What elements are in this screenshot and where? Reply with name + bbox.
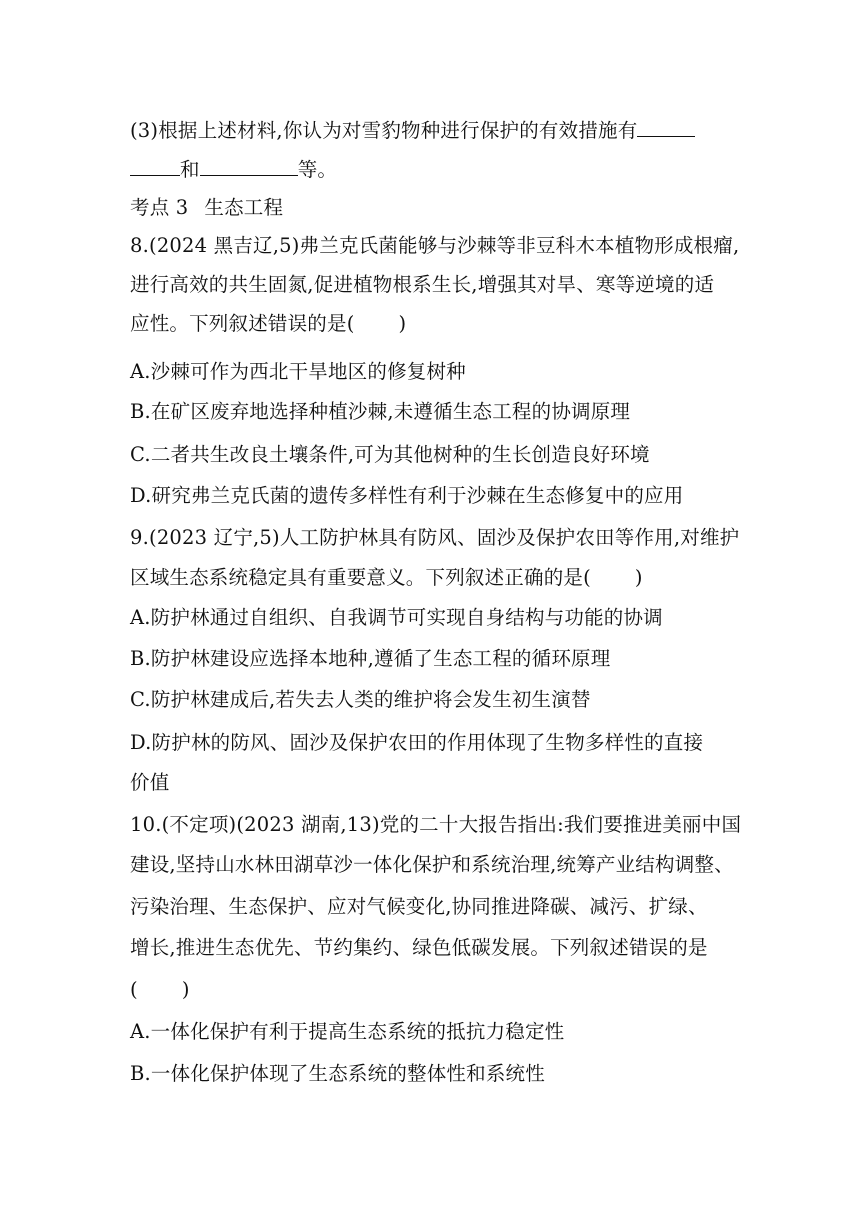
answer-blank-1-continued — [130, 157, 180, 176]
question-9-option-d-line-2: 价值 — [130, 771, 170, 794]
question-9-option-a: A.防护林通过自组织、自我调节可实现自身结构与功能的协调 — [130, 606, 663, 629]
question-9-option-d-line-1: D.防护林的防风、固沙及保护农田的作用体现了生物多样性的直接 — [130, 731, 704, 754]
question-8-option-d: D.研究弗兰克氏菌的遗传多样性有利于沙棘在生态修复中的应用 — [130, 484, 684, 507]
question-10-line-3: 污染治理、生态保护、应对气候变化,协同推进降碳、减污、扩绿、 — [130, 895, 708, 918]
question-8-close-paren: ) — [398, 312, 407, 335]
question-10-close-paren: ) — [181, 978, 190, 1001]
question-8-line-1: 8.(2024 黑吉辽,5)弗兰克氏菌能够与沙棘等非豆科木本植物形成根瘤, — [130, 234, 740, 257]
section-label: 考点 3 — [130, 196, 189, 219]
question-8-line-2: 进行高效的共生固氮,促进植物根系生长,增强其对旱、寒等逆境的适 — [130, 273, 715, 296]
question-8-option-c: C.二者共生改良土壤条件,可为其他树种的生长创造良好环境 — [130, 443, 650, 466]
question-8-stem-end: 应性。下列叙述错误的是( — [130, 312, 355, 335]
question-10-line-1: 10.(不定项)(2023 湖南,13)党的二十大报告指出:我们要推进美丽中国 — [130, 813, 742, 836]
question-10-option-b: B.一体化保护体现了生态系统的整体性和系统性 — [130, 1062, 545, 1085]
question-9-option-c: C.防护林建成后,若失去人类的维护将会发生初生演替 — [130, 688, 591, 711]
question-10-line-5 — [130, 978, 190, 1002]
question-3-text: (3)根据上述材料,你认为对雪豹物种进行保护的有效措施有 — [130, 119, 638, 142]
question-8-option-b: B.在矿区废弃地选择种植沙棘,未遵循生态工程的协调原理 — [130, 400, 631, 423]
question-9-line-2 — [130, 566, 643, 590]
and-text: 和 — [180, 158, 200, 181]
question-10-line-2: 建设,坚持山水林田湖草沙一体化保护和系统治理,统筹产业结构调整、 — [130, 853, 734, 876]
answer-blank-2 — [200, 157, 298, 176]
question-10-open-paren: ( — [130, 978, 138, 1001]
answer-blank-1 — [637, 118, 695, 137]
question-9-stem-end: 区域生态系统稳定具有重要意义。下列叙述正确的是( — [130, 566, 591, 589]
section-heading — [130, 196, 283, 220]
question-9-line-1: 9.(2023 辽宁,5)人工防护林具有防风、固沙及保护农田等作用,对维护 — [130, 526, 740, 549]
section-title: 生态工程 — [204, 196, 284, 219]
question-8-line-3 — [130, 312, 406, 336]
question-9-close-paren: ) — [634, 566, 643, 589]
question-10-option-a: A.一体化保护有利于提高生态系统的抵抗力稳定性 — [130, 1020, 565, 1043]
question-10-line-4: 增长,推进生态优先、节约集约、绿色低碳发展。下列叙述错误的是 — [130, 936, 708, 959]
question-3-line-2 — [130, 157, 337, 182]
question-9-option-b: B.防护林建设应选择本地种,遵循了生态工程的循环原理 — [130, 647, 611, 670]
question-8-option-a: A.沙棘可作为西北干旱地区的修复树种 — [130, 360, 466, 383]
question-3-line-1 — [130, 118, 695, 143]
etc-text: 等。 — [297, 158, 338, 181]
